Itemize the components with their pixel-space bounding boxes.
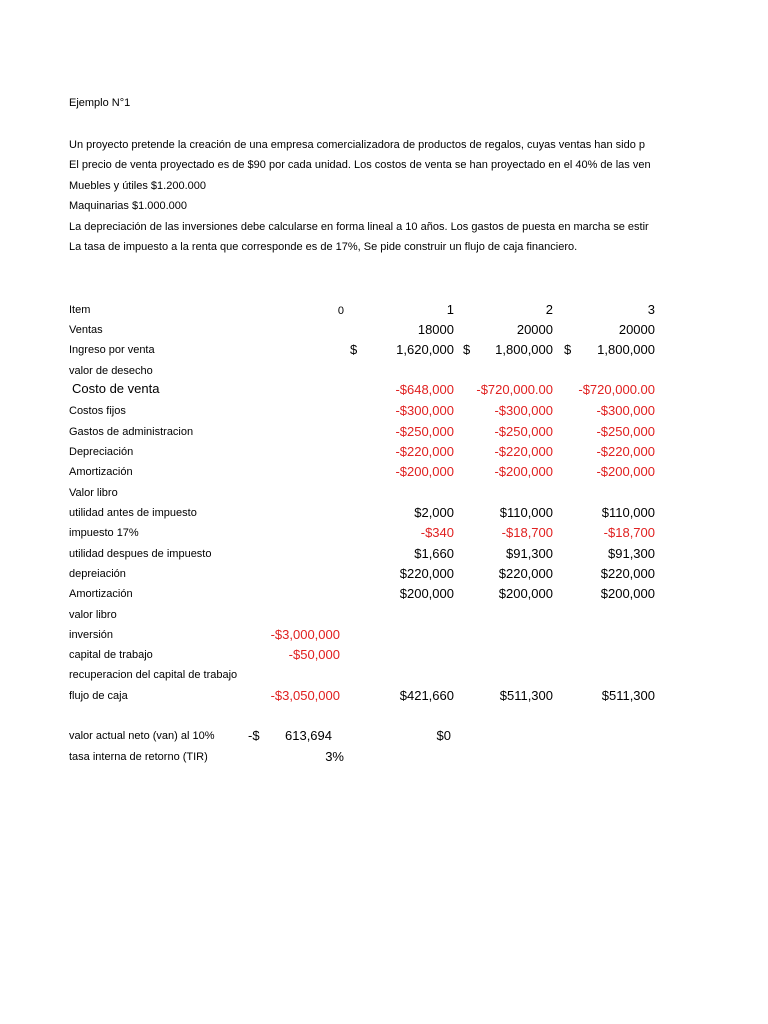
cell: $511,300 bbox=[499, 688, 553, 703]
row-label: depreiación bbox=[69, 568, 126, 580]
table-row bbox=[0, 603, 768, 623]
table-row bbox=[0, 623, 768, 643]
row-label: utilidad despues de impuesto bbox=[69, 548, 212, 560]
cell: $91,300 bbox=[506, 546, 553, 561]
table-row bbox=[0, 481, 768, 501]
cell: $421,660 bbox=[399, 688, 454, 703]
npv-value: 613,694 bbox=[285, 728, 332, 743]
table-row bbox=[0, 378, 768, 398]
cell: 1,800,000 bbox=[597, 342, 655, 357]
table-row bbox=[0, 318, 768, 338]
npv-sign: -$ bbox=[248, 728, 260, 743]
cell: -$200,000 bbox=[596, 464, 655, 479]
cell: $2,000 bbox=[414, 505, 454, 520]
currency-symbol: $ bbox=[463, 342, 471, 357]
cell: -$18,700 bbox=[603, 525, 655, 540]
row-label: Ventas bbox=[69, 324, 103, 336]
statement-line-5: La depreciación de las inversiones debe calcularse en forma lineal a 10 años. Los gastos de puesta en marcha se estir bbox=[69, 221, 649, 233]
cell: $200,000 bbox=[600, 586, 655, 601]
table-row bbox=[0, 298, 768, 318]
table-row bbox=[0, 582, 768, 602]
statement-line-1: Un proyecto pretende la creación de una empresa comercializadora de productos de regalos, cuyas ventas han sido p bbox=[69, 139, 646, 151]
cell: $220,000 bbox=[399, 566, 454, 581]
table-row bbox=[0, 501, 768, 521]
row-label: capital de trabajo bbox=[69, 649, 153, 661]
table-row bbox=[0, 521, 768, 541]
tir-value: 3% bbox=[325, 749, 344, 764]
cell: $1,660 bbox=[414, 546, 454, 561]
table-row bbox=[0, 440, 768, 460]
cell: -$220,000 bbox=[596, 444, 655, 459]
cell: 20000 bbox=[618, 322, 655, 337]
cell: -$50,000 bbox=[288, 647, 340, 662]
npv-row bbox=[0, 724, 768, 744]
cell: $511,300 bbox=[601, 688, 655, 703]
row-label: flujo de caja bbox=[69, 690, 128, 702]
cell: -$300,000 bbox=[596, 403, 655, 418]
cell: -$648,000 bbox=[395, 382, 454, 397]
row-label: utilidad antes de impuesto bbox=[69, 507, 197, 519]
row-label: Depreciación bbox=[69, 446, 134, 458]
cell: -$220,000 bbox=[395, 444, 454, 459]
cell: -$300,000 bbox=[494, 403, 553, 418]
table-row bbox=[0, 359, 768, 379]
statement-line-6: La tasa de impuesto a la renta que corresponde es de 17%, Se pide construir un flujo de caja financiero. bbox=[69, 241, 578, 253]
npv-period-1: $0 bbox=[436, 728, 451, 743]
cell: -$250,000 bbox=[395, 424, 454, 439]
cell: 20000 bbox=[516, 322, 553, 337]
row-label: recuperacion del capital de trabajo bbox=[69, 669, 238, 681]
row-label: Costos fijos bbox=[69, 405, 126, 417]
row-label: Gastos de administracion bbox=[69, 426, 194, 438]
row-label: valor de desecho bbox=[69, 365, 153, 377]
period-3-header: 3 bbox=[647, 302, 655, 317]
row-label: inversión bbox=[69, 629, 114, 641]
row-label: Valor libro bbox=[69, 487, 118, 499]
cell: -$250,000 bbox=[596, 424, 655, 439]
table-row bbox=[0, 663, 768, 683]
cell: $200,000 bbox=[399, 586, 454, 601]
currency-symbol: $ bbox=[564, 342, 572, 357]
cell: 1,800,000 bbox=[495, 342, 553, 357]
row-label: impuesto 17% bbox=[69, 527, 139, 539]
row-label: Amortización bbox=[69, 466, 133, 478]
table-row bbox=[0, 420, 768, 440]
table-row bbox=[0, 643, 768, 663]
cell: -$3,000,000 bbox=[270, 627, 340, 642]
cell: -$220,000 bbox=[494, 444, 553, 459]
period-2-header: 2 bbox=[545, 302, 553, 317]
cell: 1,620,000 bbox=[396, 342, 454, 357]
cell: $110,000 bbox=[601, 505, 655, 520]
cell: -$720,000.00 bbox=[476, 382, 553, 397]
table-row bbox=[0, 338, 768, 358]
table-row bbox=[0, 542, 768, 562]
row-label: Costo de venta bbox=[72, 381, 160, 396]
cell: 18000 bbox=[417, 322, 454, 337]
cell: -$720,000.00 bbox=[578, 382, 655, 397]
row-label: Amortización bbox=[69, 588, 133, 600]
tir-label: tasa interna de retorno (TIR) bbox=[69, 751, 208, 763]
statement-line-4: Maquinarias $1.000.000 bbox=[69, 200, 188, 212]
statement-line-2: El precio de venta proyectado es de $90 por cada unidad. Los costos de venta se han proyectado en el 40% de las ven bbox=[69, 159, 651, 171]
table-row bbox=[0, 684, 768, 704]
npv-label: valor actual neto (van) al 10% bbox=[69, 730, 215, 742]
cell: -$200,000 bbox=[395, 464, 454, 479]
cell: $110,000 bbox=[499, 505, 553, 520]
cell: -$18,700 bbox=[501, 525, 553, 540]
row-label: valor libro bbox=[69, 609, 117, 621]
example-title: Ejemplo N°1 bbox=[69, 97, 131, 109]
currency-symbol: $ bbox=[350, 342, 358, 357]
row-label: Item bbox=[69, 304, 91, 316]
cell: $200,000 bbox=[498, 586, 553, 601]
row-label: Ingreso por venta bbox=[69, 344, 155, 356]
cell: $91,300 bbox=[608, 546, 655, 561]
cell: -$200,000 bbox=[494, 464, 553, 479]
cell: -$250,000 bbox=[494, 424, 553, 439]
cell: -$340 bbox=[420, 525, 454, 540]
table-row bbox=[0, 460, 768, 480]
cell: $220,000 bbox=[600, 566, 655, 581]
cell: $220,000 bbox=[498, 566, 553, 581]
cell: -$3,050,000 bbox=[270, 688, 340, 703]
table-row bbox=[0, 399, 768, 419]
table-row bbox=[0, 562, 768, 582]
period-1-header: 1 bbox=[446, 302, 454, 317]
period-0-header: 0 bbox=[337, 305, 344, 317]
statement-line-3: Muebles y útiles $1.200.000 bbox=[69, 180, 206, 192]
cell: -$300,000 bbox=[395, 403, 454, 418]
tir-row bbox=[0, 745, 768, 765]
